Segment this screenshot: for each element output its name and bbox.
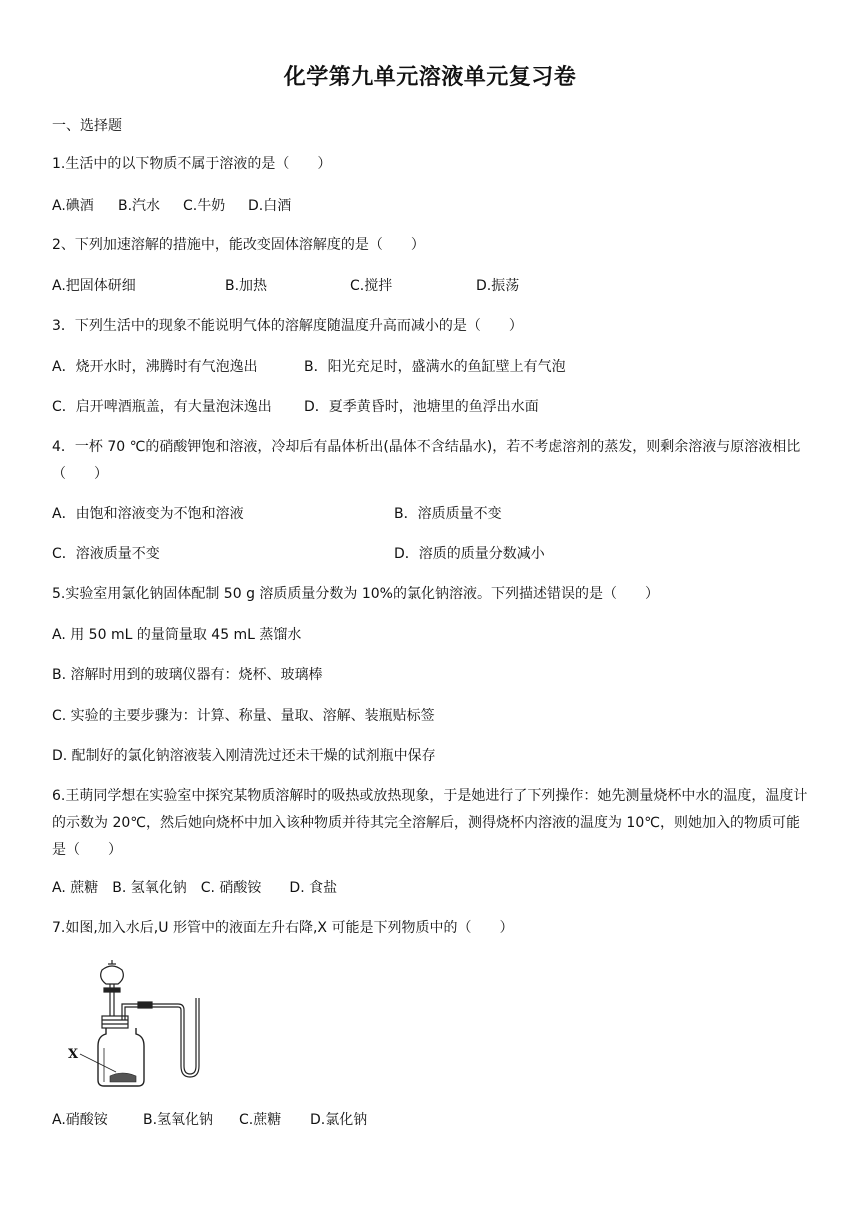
delivery-tube [122, 1002, 178, 1020]
question-7-option-c: C.蔗糖 [239, 1112, 282, 1128]
question-6-options: A. 蔗糖 B. 氢氧化钠 C. 硝酸铵 D. 食盐 [52, 880, 338, 896]
figure-label-x: X [68, 1047, 79, 1062]
question-2-option-a: A.把固体研细 [52, 278, 136, 294]
question-1-option-a: A.碘酒 [52, 198, 94, 214]
question-5-option-c: C. 实验的主要步骤为：计算、称量、量取、溶解、装瓶贴标签 [52, 708, 435, 724]
solid-x-powder [110, 1073, 136, 1082]
question-2-option-c: C.搅拌 [350, 278, 393, 294]
question-5-option-a: A. 用 50 mL 的量筒量取 45 mL 蒸馏水 [52, 627, 302, 643]
question-1-option-b: B.汽水 [118, 198, 161, 214]
question-3-stem: 3．下列生活中的现象不能说明气体的溶解度随温度升高而减小的是（ ） [52, 318, 523, 334]
question-7-option-a: A.硝酸铵 [52, 1112, 108, 1128]
question-4-option-b: B．溶质质量不变 [394, 506, 502, 522]
section-heading: 一、选择题 [52, 118, 122, 134]
question-4-stem: 4．一杯 70 ℃的硝酸钾饱和溶液，冷却后有晶体析出(晶体不含结晶水)，若不考虑溶剂的蒸发，则剩余溶液与原溶液相比（ ） [52, 439, 801, 482]
question-2-option-d: D.振荡 [476, 278, 520, 294]
question-5-option-b: B. 溶解时用到的玻璃仪器有：烧杯、玻璃棒 [52, 667, 323, 683]
question-5-stem: 5.实验室用氯化钠固体配制 50 g 溶质质量分数为 10%的氯化钠溶液。下列描述错误的是（ ） [52, 586, 659, 602]
question-2-stem: 2、下列加速溶解的措施中，能改变固体溶解度的是（ ） [52, 237, 425, 253]
question-1-stem: 1.生活中的以下物质不属于溶液的是（ ） [52, 156, 332, 172]
page-title: 化学第九单元溶液单元复习卷 [283, 64, 577, 90]
question-7-option-b: B.氢氧化钠 [143, 1112, 214, 1128]
question-6-stem: 6.王萌同学想在实验室中探究某物质溶解时的吸热或放热现象，于是她进行了下列操作：她先测量烧杯中水的温度，温度计的示数为 20℃，然后她向烧杯中加入该种物质并待其完全溶解后，测得烧杯内溶液的温度为 10℃，则她加入的物质可能是（ ） [52, 788, 808, 858]
question-4-option-d: D．溶质的质量分数减小 [394, 546, 545, 562]
question-3-option-d: D．夏季黄昏时，池塘里的鱼浮出水面 [304, 399, 539, 415]
u-tube [178, 998, 199, 1077]
separatory-funnel [101, 960, 124, 1020]
question-1-option-c: C.牛奶 [183, 198, 226, 214]
rubber-stopper [102, 1016, 128, 1028]
question-4-option-a: A．由饱和溶液变为不饱和溶液 [52, 506, 244, 522]
question-5-option-d: D. 配制好的氯化钠溶液装入刚清洗过还未干燥的试剂瓶中保存 [52, 748, 436, 764]
question-3-option-b: B．阳光充足时，盛满水的鱼缸壁上有气泡 [304, 359, 566, 375]
question-4-option-c: C．溶液质量不变 [52, 546, 160, 562]
question-7-option-d: D.氯化钠 [310, 1112, 368, 1128]
question-3-option-a: A．烧开水时，沸腾时有气泡逸出 [52, 359, 258, 375]
question-7-stem: 7.如图,加入水后,U 形管中的液面左升右降,X 可能是下列物质中的（ ） [52, 920, 514, 936]
question-1-option-d: D.白酒 [248, 198, 292, 214]
apparatus-figure [66, 958, 216, 1088]
question-2-option-b: B.加热 [225, 278, 268, 294]
question-3-option-c: C．启开啤酒瓶盖，有大量泡沫逸出 [52, 399, 272, 415]
